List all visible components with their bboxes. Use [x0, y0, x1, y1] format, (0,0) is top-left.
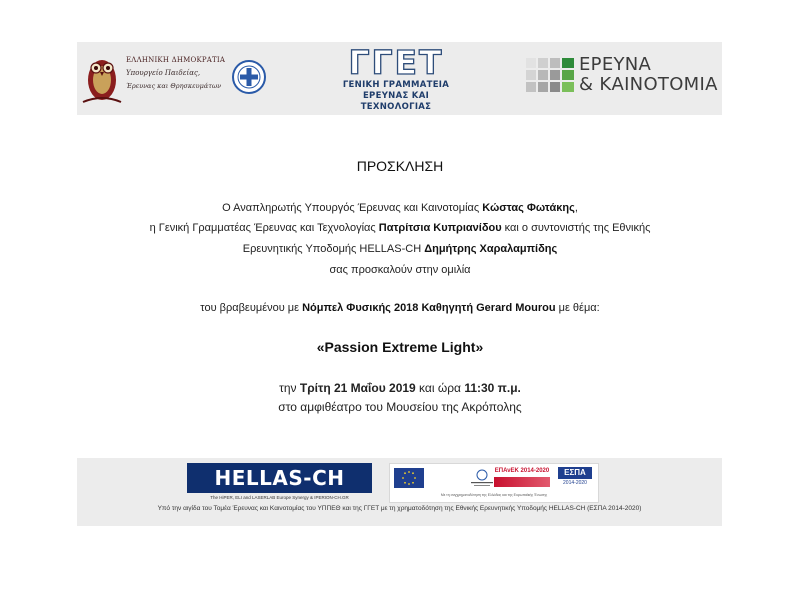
footer-caption: Υπό την αιγίδα του Τομέα Έρευνας και Καινοτομίας του ΥΠΠΕΘ και της ΓΓΕΤ με τη χρηματοδότηση της Εθνικής Ερευνητικής Υποδομής HELLAS-CH (ΕΣΠΑ 2014-2020): [157, 505, 642, 512]
ministry-line-2: Υπουργείο Παιδείας,: [126, 69, 201, 77]
invitation-line-1: [0, 202, 800, 214]
when-mid: και ώρα: [415, 381, 465, 395]
epanek-logo: [494, 467, 550, 489]
gget-wordmark: ΓΓΕΤ: [348, 43, 444, 82]
line5-pre: του βραβευμένου με: [200, 302, 303, 314]
event-date-time: [0, 381, 800, 395]
when-pre: την: [279, 381, 300, 395]
line1-post: ,: [574, 202, 578, 214]
talk-title: «Passion Extreme Light»: [316, 339, 484, 355]
research-innovation-logo-text: [579, 55, 718, 95]
ministry-name: [126, 54, 231, 93]
event-time: 11:30 π.μ.: [464, 381, 521, 395]
invitation-title: ΠΡΟΣΚΛΗΣΗ: [356, 158, 444, 174]
invitation-line-2: [0, 222, 800, 234]
event-venue: στο αμφιθέατρο του Μουσείου της Ακρόπολης: [278, 400, 522, 414]
ministry-line-1: ΕΛΛΗΝΙΚΗ ΔΗΜΟΚΡΑΤΙΑ: [126, 56, 226, 64]
line1-pre: Ο Αναπληρωτής Υπουργός Έρευνας και Καινοτομίας: [222, 202, 483, 214]
line2-post: και ο συντονιστής της Εθνικής: [501, 222, 651, 234]
funding-logos-strip: [389, 463, 599, 503]
gget-logo: [329, 43, 463, 113]
epanek-band: [494, 477, 550, 487]
eu-funding-caption: Με τη συγχρηματοδότηση της Ελλάδας και της Ευρωπαϊκής Ένωσης: [440, 493, 548, 497]
gget-subtitle-1: ΓΕΝΙΚΗ ΓΡΑΜΜΑΤΕΙΑ: [342, 80, 450, 90]
invitation-line-3: [0, 243, 800, 255]
ek-line-2: & ΚΑΙΝΟΤΟΜΙΑ: [579, 74, 718, 95]
line2-pre: η Γενική Γραμματέας Έρευνας και Τεχνολογίας: [149, 222, 379, 234]
hellas-ch-subtitle: The HiPER, ELI and LASERLAB Europe Synergy & IPERION-CH.GR: [210, 495, 349, 500]
greek-crest-icon: [231, 59, 267, 95]
header-logo-band: [77, 42, 722, 115]
espa-years: 2014-2020: [563, 480, 587, 486]
research-innovation-squares-icon: [526, 58, 576, 92]
ek-line-1: ΕΡΕΥΝΑ: [579, 54, 652, 75]
gget-subtitle-2: ΕΡΕΥΝΑΣ ΚΑΙ ΤΕΧΝΟΛΟΓΙΑΣ: [360, 91, 432, 112]
line5-post: με θέμα:: [555, 302, 600, 314]
event-date: Τρίτη 21 Μαΐου 2019: [299, 381, 416, 395]
invitation-line-5: [0, 302, 800, 314]
footer-logo-band: [77, 458, 722, 526]
ministry-line-3: Έρευνας και Θρησκευμάτων: [126, 82, 222, 90]
invitation-line-4: σας προσκαλούν στην ομιλία: [329, 264, 471, 276]
espa-text: ΕΣΠΑ: [558, 467, 592, 479]
minister-name: Κώστας Φωτάκης: [482, 202, 575, 214]
speaker-name: Νόμπελ Φυσικής 2018 Καθηγητή Gerard Mourou: [302, 302, 556, 314]
secretary-name: Πατρίτσια Κυπριανίδου: [378, 222, 502, 234]
espa-logo: [558, 467, 592, 489]
owl-emblem-icon: [79, 50, 125, 106]
epanek-text: ΕΠΑνΕΚ 2014-2020: [494, 468, 550, 474]
eu-flag-icon: [394, 468, 424, 488]
line3-pre: Ερευνητικής Υποδομής HELLAS-CH: [242, 243, 425, 255]
hellas-ch-logo: HELLAS-CH: [187, 463, 372, 493]
coordinator-name: Δημήτρης Χαραλαμπίδης: [424, 243, 558, 255]
